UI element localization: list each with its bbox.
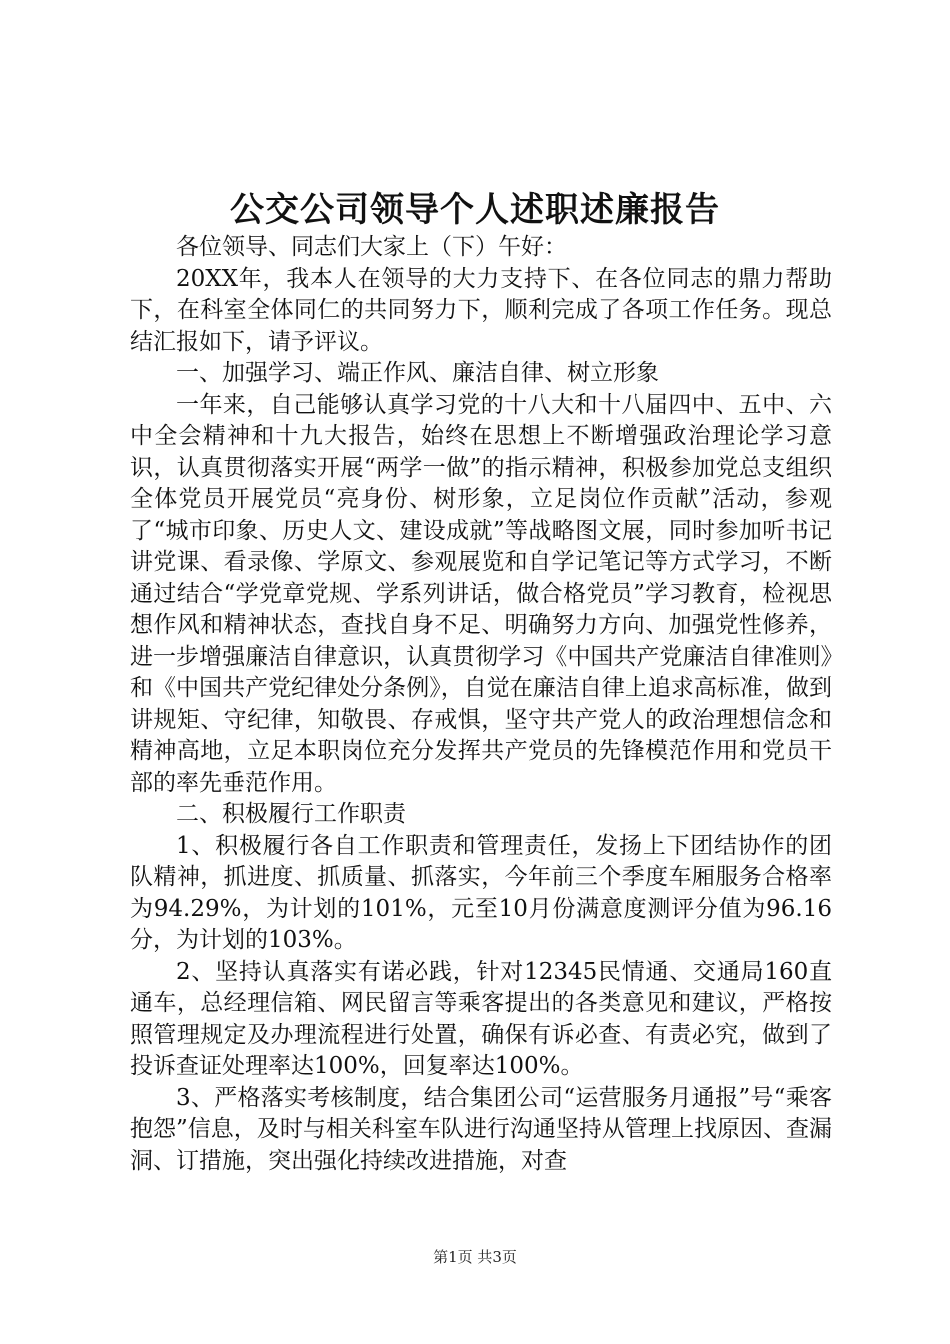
item-3-paragraph: 3、严格落实考核制度，结合集团公司“运营服务月通报”号“乘客抱怨”信息，及时与相关科室车队进行沟通坚持从管理上找原因、查漏洞、订措施，突出强化持续改进措施，对查 bbox=[130, 1084, 832, 1174]
greeting: 各位领导、同志们大家上（下）午好： bbox=[176, 234, 567, 260]
document-body bbox=[130, 232, 832, 1177]
page-footer: 第1页 共3页 bbox=[433, 1248, 517, 1266]
document-title: 公交公司领导个人述职述廉报告 bbox=[230, 190, 720, 230]
section-heading-2: 二、积极履行工作职责 bbox=[176, 801, 406, 827]
item-2-paragraph: 2、坚持认真落实有诺必践，针对12345民情通、交通局160直通车，总经理信箱、网民留言等乘客提出的各类意见和建议，严格按照管理规定及办理流程进行处置，确保有诉必查、有责必究，做到了投诉查证处理率达100%，回复率达100%。 bbox=[130, 958, 832, 1079]
section-1-paragraph: 一年来，自己能够认真学习党的十八大和十八届四中、五中、六中全会精神和十九大报告，始终在思想上不断增强政治理论学习意识，认真贯彻落实开展“两学一做”的指示精神，积极参加党总支组织全体党员开展党员“亮身份、树形象，立足岗位作贡献”活动，参观了“城市印象、历史人文、建设成就”等战略图文展，同时参加听书记讲党课、看录像、学原文、参观展览和自学记笔记等方式学习，不断通过结合“学党章党规、学系列讲话，做合格党员”学习教育，检视思想作风和精神状态，查找自身不足、明确努力方向、加强党性修养，进一步增强廉洁自律意识，认真贯彻学习《中国共产党廉洁自律准则》和《中国共产党纪律处分条例》，自觉在廉洁自律上追求高标准，做到讲规矩、守纪律，知敬畏、存戒惧，坚守共产党人的政治理想信念和精神高地，立足本职岗位充分发挥共产党员的先锋模范作用和党员干部的率先垂范作用。 bbox=[130, 391, 832, 796]
intro-paragraph: 20XX年，我本人在领导的大力支持下、在各位同志的鼎力帮助下，在科室全体同仁的共同努力下，顺利完成了各项工作任务。现总结汇报如下，请予评议。 bbox=[130, 265, 832, 355]
section-heading-1: 一、加强学习、端正作风、廉洁自律、树立形象 bbox=[176, 360, 659, 386]
item-1-paragraph: 1、积极履行各自工作职责和管理责任，发扬上下团结协作的团队精神，抓进度、抓质量、抓落实，今年前三个季度车厢服务合格率为94.29%，为计划的101%，元至10月份满意度测评分值为96.16分，为计划的103%。 bbox=[130, 832, 832, 953]
